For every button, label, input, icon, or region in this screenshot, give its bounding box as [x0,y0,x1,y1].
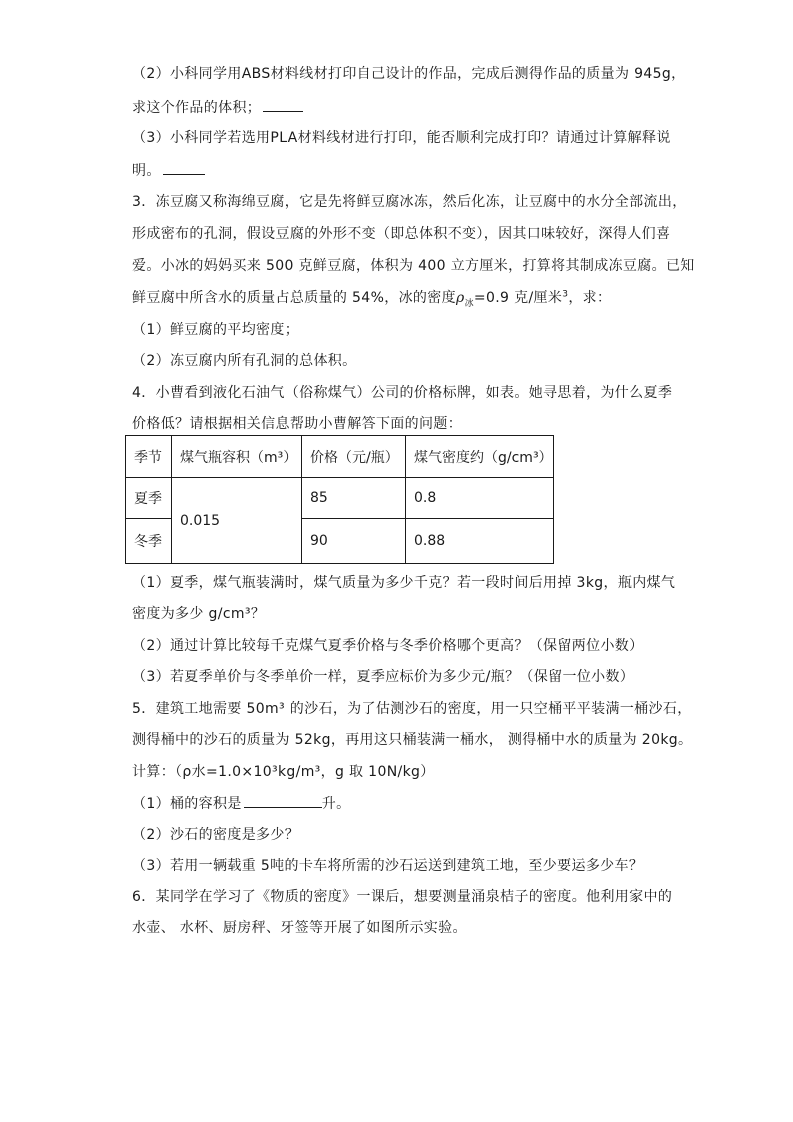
q5-line3: 计算：（ρ水=1.0×10³kg/m³，g 取 10N/kg） [132,764,435,780]
header-density: 煤气密度约（g/cm³） [406,436,554,478]
q4-sub3: （3）若夏季单价与冬季单价一样，夏季应标价为多少元/瓶？（保留一位小数） [132,669,635,685]
table-header-row [126,436,554,478]
q3-line3: 爱。小冰的妈妈买来 500 克鲜豆腐，体积为 400 立方厘米，打算将其制成冻豆腐。已知 [132,258,695,274]
q6-line1: 6．某同学在学习了《物质的密度》一课后，想要测量涌泉桔子的密度。他利用家中的 [132,889,673,905]
cell-price: 85 [302,478,406,519]
answer-blank [263,97,303,112]
q3-sub2: （2）冻豆腐内所有孔洞的总体积。 [132,353,357,369]
rho-symbol: ρ [455,290,465,306]
q3-line4 [132,288,611,308]
header-season: 季节 [126,436,172,478]
cell-volume: 0.015 [172,478,302,564]
q5-sub1-text-a: （1）桶的容积是 [132,796,242,812]
q5-line2: 测得桶中的沙石的质量为 52kg，再用这只桶装满一桶水， 测得桶中水的质量为 20kg。 [132,732,693,748]
cell-season: 夏季 [126,478,172,519]
table-row [126,478,554,519]
q4-line1: 4．小曹看到液化石油气（俗称煤气）公司的价格标牌，如表。她寻思着，为什么夏季 [132,385,673,401]
cell-price: 90 [302,519,406,564]
q3-line2: 形成密布的孔洞，假设豆腐的外形不变（即总体积不变），因其口味较好，深得人们喜 [132,226,671,242]
q5-sub3: （3）若用一辆载重 5吨的卡车将所需的沙石运送到建筑工地，至少要运多少车？ [132,858,644,874]
rho-subscript: 冰 [464,298,474,309]
cell-density: 0.88 [406,519,554,564]
q2-part2-line1: （2）小科同学用ABS材料线材打印自己设计的作品，完成后测得作品的质量为 945g， [132,66,686,82]
gas-price-table [125,435,554,564]
header-price: 价格（元/瓶） [302,436,406,478]
cell-season: 冬季 [126,519,172,564]
q2-part3-text: 明。 [132,163,161,179]
q4-sub2: （2）通过计算比较每千克煤气夏季价格与冬季价格哪个更高？（保留两位小数） [132,638,644,654]
q2-part3-line2 [132,160,205,181]
q6-line2: 水壶、 水杯、厨房秤、牙签等开展了如图所示实验。 [132,920,467,936]
q3-line1: 3．冻豆腐又称海绵豆腐，它是先将鲜豆腐冰冻，然后化冻，让豆腐中的水分全部流出， [132,194,687,210]
q3-line4-text-b: =0.9 克/厘米 [473,290,563,306]
q2-part2-line2 [132,97,303,118]
answer-blank [163,160,205,175]
unit-superscript: 3 [562,289,569,300]
q5-sub1 [132,793,350,814]
header-volume: 煤气瓶容积（m³） [172,436,302,478]
q2-part2-text: 求这个作品的体积； [132,100,262,116]
q3-sub1: （1）鲜豆腐的平均密度； [132,322,300,338]
q4-sub1-line1: （1）夏季，煤气瓶装满时，煤气质量为多少千克？若一段时间后用掉 3kg，瓶内煤气 [132,575,676,591]
cell-density: 0.8 [406,478,554,519]
q2-part3-line1: （3）小科同学若选用PLA材料线材进行打印，能否顺利完成打印？请通过计算解释说 [132,130,671,146]
q5-sub2: （2）沙石的密度是多少？ [132,827,300,843]
q4-line2: 价格低？请根据相关信息帮助小曹解答下面的问题： [132,416,463,432]
q3-line4-text-a: 鲜豆腐中所含水的质量占总质量的 54%，冰的密度 [132,290,456,306]
answer-blank [244,793,322,808]
q4-sub1-line2: 密度为多少 g/cm³？ [132,606,266,622]
q3-line4-text-c: ，求： [568,290,612,306]
q5-sub1-text-b: 升。 [321,796,351,812]
q5-line1: 5．建筑工地需要 50m³ 的沙石，为了估测沙石的密度，用一只空桶平平装满一桶沙石， [132,701,692,717]
